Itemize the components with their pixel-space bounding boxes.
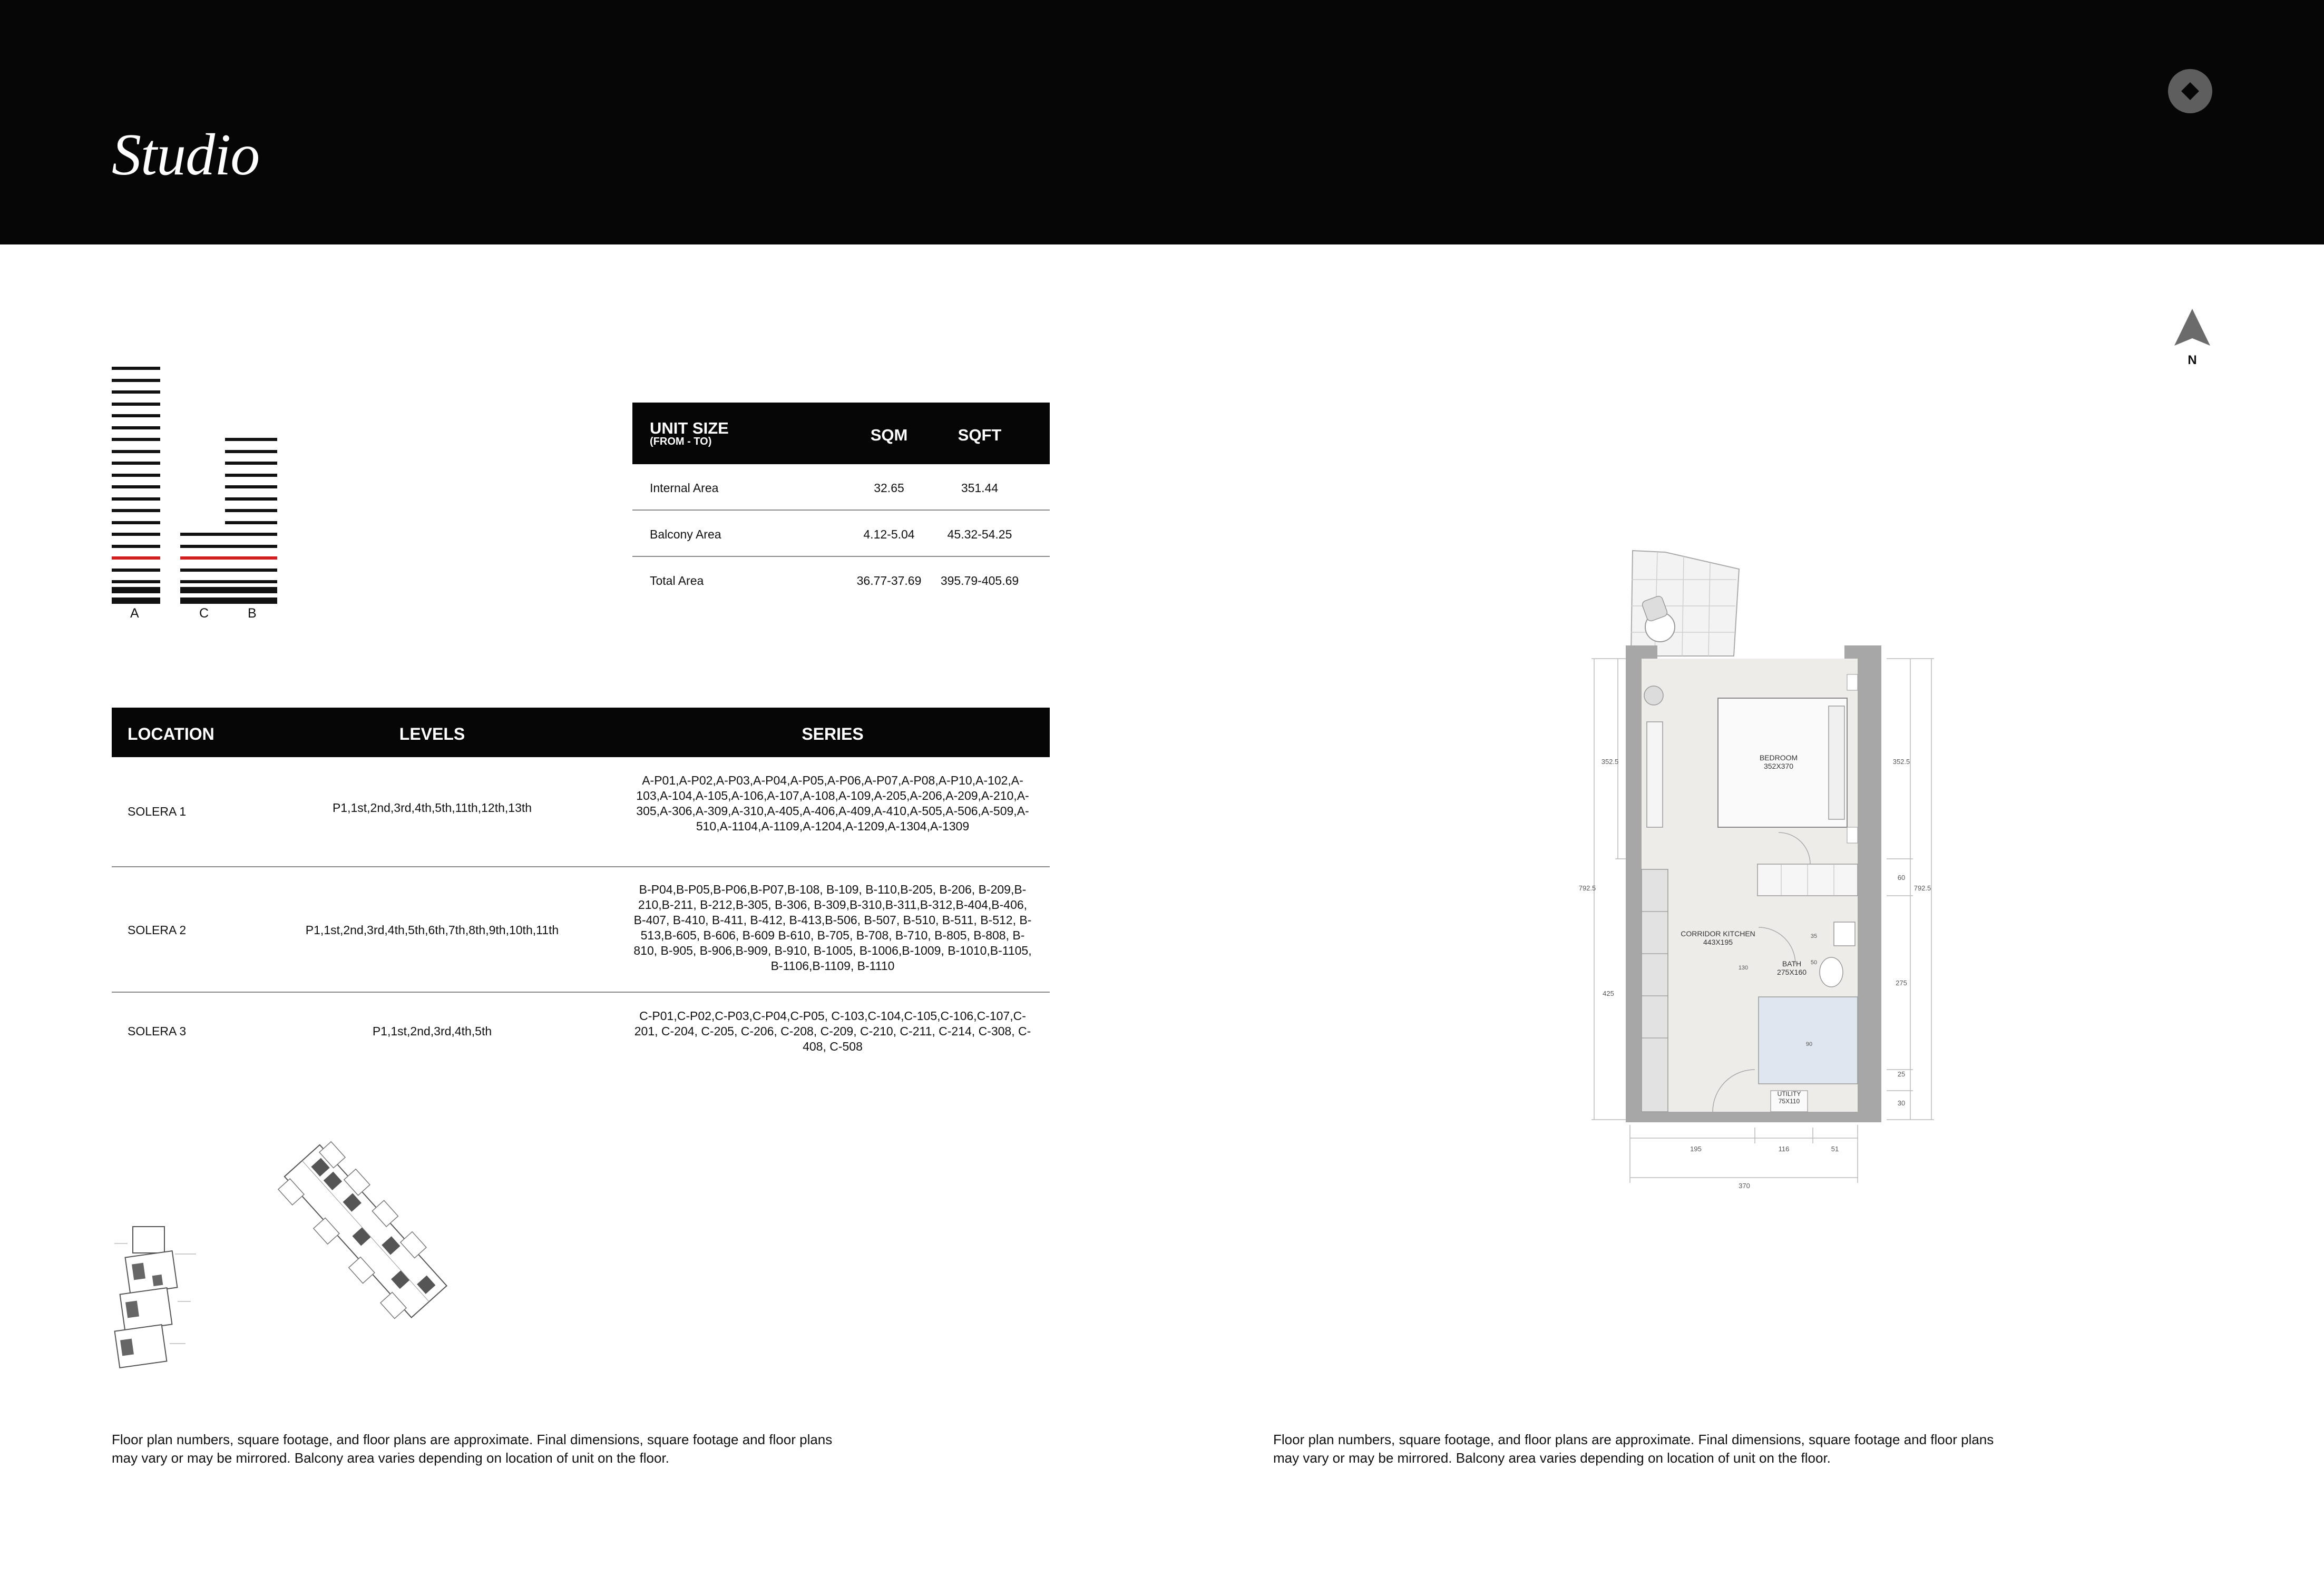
floor-line <box>112 450 160 453</box>
unit-size-header-label <box>650 420 729 447</box>
dim-right-top: 352.5 <box>1892 758 1910 766</box>
room-name-corridor-kitchen: CORRIDOR KITCHEN <box>1681 929 1755 938</box>
north-arrow-icon <box>2173 309 2211 351</box>
floor-line <box>225 569 277 572</box>
dim-bottom-2: 116 <box>1778 1145 1790 1153</box>
dim-left-top: 352.5 <box>1601 758 1619 766</box>
unit-size-table <box>632 403 1050 602</box>
dim-bottom-1: 195 <box>1690 1145 1702 1153</box>
floor-line <box>180 533 225 536</box>
unit-size-header <box>632 403 1050 464</box>
floor-line <box>112 545 160 548</box>
balcony <box>1631 551 1739 656</box>
floor-line <box>225 485 277 488</box>
floor-line <box>225 450 277 453</box>
location-table-header <box>112 708 1050 757</box>
floor-line <box>180 580 225 583</box>
disclaimer-right: Floor plan numbers, square footage, and floor plans are approximate. Final dimensions, square footage and floor plans may vary or may be mirrored. Balcony area varies depending on location of unit on the floor. <box>1273 1432 1994 1466</box>
unit-size-subtitle: (FROM - TO) <box>650 436 712 447</box>
location-value: SOLERA 2 <box>128 923 187 937</box>
dim-right-mid: 60 <box>1897 874 1906 881</box>
header-bar <box>0 0 2324 244</box>
table-row <box>632 464 1050 511</box>
north-label: N <box>2188 353 2197 367</box>
floor-line <box>225 533 277 536</box>
floor-line <box>225 462 277 465</box>
floor-line <box>112 462 160 465</box>
floor-plan <box>1560 548 1939 1191</box>
podium-block <box>180 587 225 593</box>
site-plan-small <box>112 1222 201 1370</box>
sqm-value: 36.77-37.69 <box>856 574 922 587</box>
table-row <box>632 511 1050 557</box>
sqft-header: SQFT <box>958 426 1002 444</box>
dim-left-bottom: 425 <box>1603 990 1614 997</box>
floor-line <box>112 474 160 477</box>
row-label: Total Area <box>650 574 704 587</box>
levels-value: P1,1st,2nd,3rd,4th,5th,11th,12th,13th <box>332 801 532 815</box>
floor-line <box>112 569 160 572</box>
table-row <box>112 993 1050 1066</box>
floor-line <box>180 545 225 548</box>
dim-right-b2: 30 <box>1897 1099 1906 1107</box>
disclaimer-left: Floor plan numbers, square footage, and floor plans are approximate. Final dimensions, square footage and floor plans may vary or may be mirrored. Balcony area varies depending on location of unit on the floor. <box>112 1432 833 1466</box>
floor-line <box>112 533 160 536</box>
dim-left-total: 792.5 <box>1578 884 1596 892</box>
floor-line <box>112 379 160 382</box>
sqft-value: 351.44 <box>961 481 999 495</box>
floor-line <box>225 497 277 501</box>
dim-right-b1: 25 <box>1897 1070 1906 1078</box>
podium-block <box>225 587 277 593</box>
levels-value: P1,1st,2nd,3rd,4th,5th,6th,7th,8th,9th,10th,11th <box>305 923 559 937</box>
floor-line <box>225 509 277 512</box>
sqft-value: 45.32-54.25 <box>947 527 1012 541</box>
diamond-icon <box>2168 69 2212 113</box>
location-value: SOLERA 1 <box>128 805 187 818</box>
dim-inner-4: 130 <box>1738 965 1749 971</box>
location-header: LOCATION <box>128 724 214 743</box>
sqm-value: 32.65 <box>874 481 904 495</box>
series-value: A-P01,A-P02,A-P03,A-P04,A-P05,A-P06,A-P07,A-P08,A-P10,A-102,A-103,A-104,A-105,A-106,A-107,A-108,A-109,A-205,A-206,A-209,A-210,A-305,A-306,A-309,A-310,A-405,A-406,A-409,A-410,A-505,A-506,A-509,A-510,A-1104,A-1109,A-1204,A-1209,A-1304,A-1309 <box>636 773 1029 833</box>
dim-right-bath: 275 <box>1896 979 1907 987</box>
floor-line <box>112 556 160 560</box>
building-stack-b <box>225 423 277 604</box>
room-size-corridor-kitchen: 443X195 <box>1703 938 1733 946</box>
series-value: C-P01,C-P02,C-P03,C-P04,C-P05, C-103,C-104,C-105,C-106,C-107,C-201, C-204, C-205, C-206, C-208, C-209, C-210, C-211, C-214, C-308, C-408, C-508 <box>634 1009 1031 1053</box>
row-label: Balcony Area <box>650 527 721 541</box>
podium-block <box>225 598 277 604</box>
floor-line <box>112 438 160 441</box>
levels-value: P1,1st,2nd,3rd,4th,5th <box>372 1024 492 1038</box>
building-label-a: A <box>130 606 139 621</box>
levels-header: LEVELS <box>399 724 465 743</box>
floor-line <box>225 545 277 548</box>
building-stack-a <box>112 351 160 604</box>
sqft-value: 395.79-405.69 <box>940 574 1019 587</box>
room-size-bath: 275X160 <box>1776 968 1807 976</box>
floor-line <box>112 367 160 370</box>
dim-bottom-total: 370 <box>1739 1182 1750 1190</box>
dim-inner-1: 35 <box>1810 933 1818 939</box>
site-plan-large <box>248 1117 480 1349</box>
table-row <box>632 557 1050 602</box>
room-name-bath: BATH <box>1782 959 1802 968</box>
floor-line <box>225 438 277 441</box>
building-label-c: C <box>199 606 209 621</box>
room-name-bedroom: BEDROOM <box>1759 753 1798 762</box>
podium-block <box>112 587 160 593</box>
floor-line <box>112 580 160 583</box>
floor-line <box>225 521 277 524</box>
location-table <box>112 708 1050 1066</box>
dim-right-total: 792.5 <box>1913 884 1931 892</box>
dim-bottom-3: 51 <box>1831 1145 1839 1153</box>
floor-line <box>112 426 160 429</box>
floor-line <box>112 509 160 512</box>
floor-line <box>112 390 160 394</box>
room-size-bedroom: 352X370 <box>1763 762 1794 770</box>
floor-line <box>180 569 225 572</box>
dim-inner-2: 90 <box>1805 1041 1813 1047</box>
series-header: SERIES <box>802 724 864 743</box>
dim-inner-3: 50 <box>1810 959 1818 966</box>
sqm-value: 4.12-5.04 <box>863 527 915 541</box>
unit-size-title: UNIT SIZE <box>650 419 729 437</box>
page-title: Studio <box>112 122 260 188</box>
floor-line <box>225 556 277 560</box>
floor-line <box>112 403 160 406</box>
room-size-utility: 75X110 <box>1778 1098 1800 1105</box>
building-label-b: B <box>248 606 257 621</box>
location-value: SOLERA 3 <box>128 1024 187 1038</box>
floor-line <box>225 474 277 477</box>
floor-line <box>112 521 160 524</box>
podium-block <box>180 598 225 604</box>
building-stack-c <box>180 519 225 604</box>
floor-line <box>112 485 160 488</box>
table-row <box>112 867 1050 993</box>
room-name-utility: UTILITY <box>1777 1090 1801 1098</box>
table-row <box>112 757 1050 867</box>
sqm-header: SQM <box>870 426 908 444</box>
podium-block <box>112 598 160 604</box>
floor-line <box>112 414 160 417</box>
floor-line <box>180 556 225 560</box>
row-label: Internal Area <box>650 481 719 495</box>
north-indicator <box>2173 309 2211 367</box>
floor-line <box>225 580 277 583</box>
series-value: B-P04,B-P05,B-P06,B-P07,B-108, B-109, B-110,B-205, B-206, B-209,B-210,B-211, B-212,B-305, B-306, B-309,B-310,B-311,B-312,B-404,B-406, B-407, B-410, B-411, B-412, B-413,B-506, B-507, B-510, B-511, B-512, B-513,B-605, B-606, B-609 B-610, B-705, B-708, B-710, B-805, B-808, B-810, B-905, B-906,B-909, B-910, B-1005, B-1006,B-1009, B-1010,B-1105, B-1106,B-1109, B-1110 <box>633 883 1032 973</box>
floor-line <box>112 497 160 501</box>
